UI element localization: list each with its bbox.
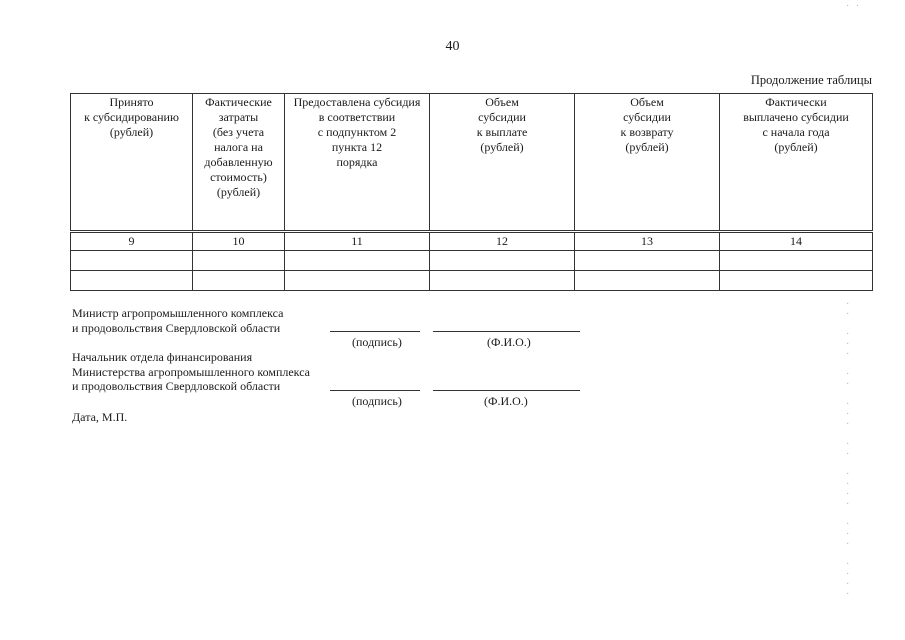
minister-title (72, 306, 283, 335)
header-line: (без учета (212, 125, 265, 139)
header-line: к субсидированию (84, 110, 179, 124)
head-title-line: Начальник отдела финансирования (72, 350, 253, 364)
table-cell (430, 251, 575, 271)
header-line: Фактические (205, 95, 272, 109)
head-signature-caption: (подпись) (352, 394, 402, 408)
table-cell (193, 271, 285, 291)
header-line: порядка (336, 155, 378, 169)
head-name-line (433, 390, 580, 391)
column-number: 14 (720, 232, 873, 251)
header-cell-10 (193, 94, 285, 232)
head-title-line: и продовольствия Свердловской области (72, 379, 281, 393)
continuation-label: Продолжение таблицы (750, 73, 872, 87)
header-line: пункта 12 (331, 140, 383, 154)
header-line: добавленную (204, 155, 273, 169)
header-line: Объем (630, 95, 664, 109)
header-line: (рублей) (774, 140, 818, 154)
head-signature-line (330, 390, 420, 391)
column-number: 10 (193, 232, 285, 251)
table-cell (720, 251, 873, 271)
header-line: субсидии (623, 110, 671, 124)
minister-name-caption: (Ф.И.О.) (487, 335, 531, 349)
header-line: налога на (214, 140, 263, 154)
header-cell-11 (285, 94, 430, 232)
header-line: выплачено субсидии (743, 110, 849, 124)
table-cell (285, 251, 430, 271)
table-cell (720, 271, 873, 291)
header-line: Фактически (765, 95, 827, 109)
page-number: 40 (445, 39, 460, 54)
header-line: (рублей) (480, 140, 524, 154)
minister-name-line (433, 331, 580, 332)
minister-title-line: и продовольствия Свердловской области (72, 320, 281, 335)
header-line: Объем (485, 95, 519, 109)
header-line: субсидии (478, 110, 526, 124)
header-line: (рублей) (216, 185, 261, 199)
table-cell (575, 251, 720, 271)
header-line: (рублей) (625, 140, 669, 154)
header-cell-13 (575, 94, 720, 232)
header-line: к выплате (476, 125, 528, 139)
table-cell (430, 271, 575, 291)
table-row (71, 251, 873, 271)
table-cell (575, 271, 720, 291)
table-cell (71, 271, 193, 291)
header-line: стоимость) (210, 170, 267, 184)
table-cell (71, 251, 193, 271)
column-number-row (71, 232, 873, 251)
header-line: в соответствии (318, 110, 396, 124)
column-number: 12 (430, 232, 575, 251)
date-stamp-label: Дата, М.П. (72, 410, 128, 424)
column-number: 9 (71, 232, 193, 251)
scan-noise: · · (846, 1, 862, 12)
table-cell (193, 251, 285, 271)
header-line: Предоставлена субсидия (293, 95, 421, 109)
head-title-line: Министерства агропромышленного комплекса (72, 364, 311, 379)
table-cell (285, 271, 430, 291)
minister-title-line: Министр агропромышленного комплекса (72, 306, 284, 320)
scan-noise: · · · · · · · · · · · · · · · · · · · · · · · (846, 300, 852, 600)
table-row (71, 271, 873, 291)
header-line: (рублей) (109, 125, 154, 139)
head-title (72, 350, 310, 394)
subsidy-table (70, 93, 873, 291)
header-cell-14 (720, 94, 873, 232)
header-line: затраты (218, 110, 259, 124)
table-header-row (71, 94, 873, 232)
column-number: 13 (575, 232, 720, 251)
header-line: с подпунктом 2 (317, 125, 397, 139)
header-line: к возврату (620, 125, 674, 139)
minister-signature-caption: (подпись) (352, 335, 402, 349)
header-line: Принято (109, 95, 154, 109)
minister-signature-line (330, 331, 420, 332)
header-line: с начала года (762, 125, 830, 139)
column-number: 11 (285, 232, 430, 251)
header-cell-9 (71, 94, 193, 232)
header-cell-12 (430, 94, 575, 232)
head-name-caption: (Ф.И.О.) (484, 394, 528, 408)
